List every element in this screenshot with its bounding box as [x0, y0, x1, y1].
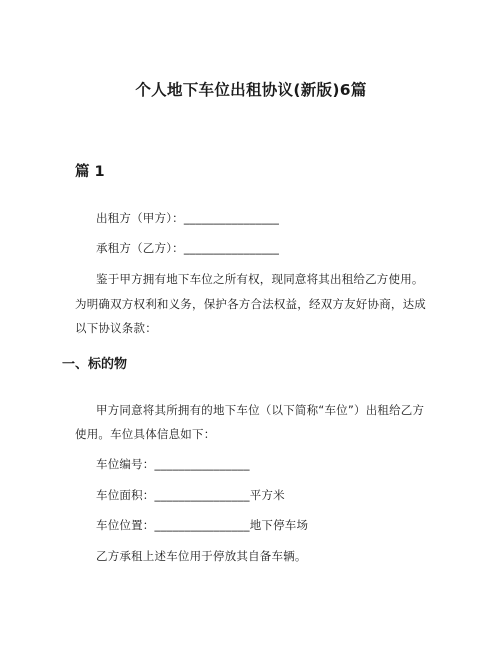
subject-intro-line-2: 使用。车位具体信息如下： — [75, 427, 216, 441]
preamble-line-1: 鉴于甲方拥有地下车位之所有权，现同意将其出租给乙方使用。 — [96, 272, 424, 286]
preamble-line-3: 以下协议条款： — [75, 321, 157, 335]
preamble-line-2: 为明确双方权利和义务，保护各方合法权益，经双方友好协商，达成 — [75, 297, 426, 311]
space-number-line: 车位编号：________________ — [96, 457, 250, 471]
usage-line: 乙方承租上述车位用于停放其自备车辆。 — [96, 549, 307, 563]
lessee-line: 承租方（乙方）：________________ — [96, 241, 280, 255]
section-heading-subject: 一、标的物 — [62, 357, 128, 372]
subject-intro-line-1: 甲方同意将其所拥有的地下车位（以下简称“车位”）出租给乙方 — [96, 403, 425, 417]
space-location-line: 车位位置：________________地下停车场 — [96, 518, 309, 532]
part-heading: 篇 1 — [75, 164, 105, 180]
space-area-line: 车位面积：________________平方米 — [96, 488, 285, 502]
lessor-line: 出租方（甲方）：________________ — [96, 211, 280, 225]
document-title: 个人地下车位出租协议(新版)6篇 — [135, 81, 367, 99]
